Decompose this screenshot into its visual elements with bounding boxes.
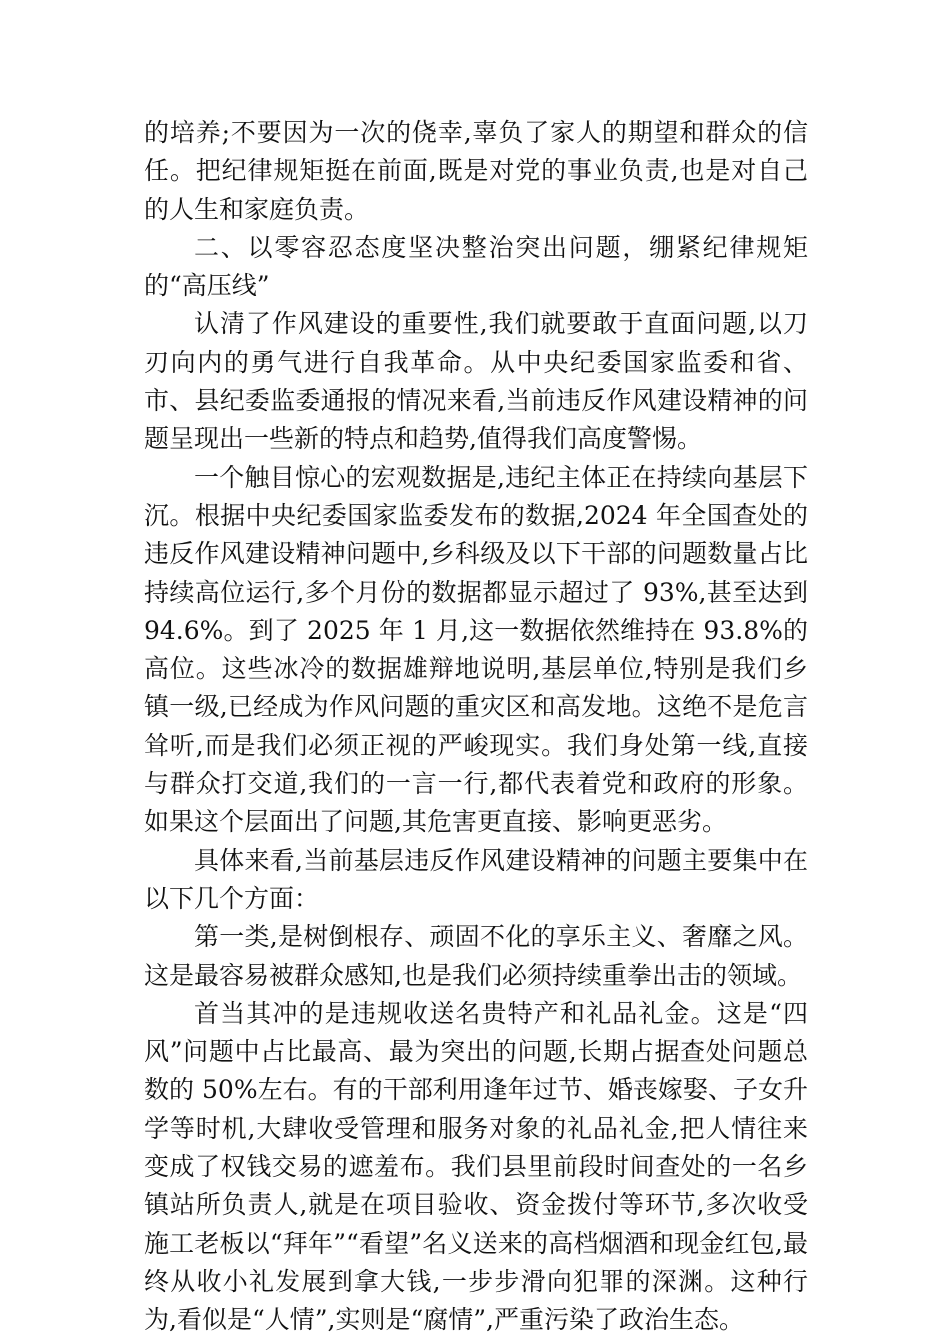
paragraph: 第一类,是树倒根存、顽固不化的享乐主义、奢靡之风。这是最容易被群众感知,也是我们必须持续重拳出击的领域。 — [144, 922, 808, 990]
paragraph: 一个触目惊心的宏观数据是,违纪主体正在持续向基层下沉。根据中央纪委国家监委发布的数据,2024 年全国查处的违反作风建设精神问题中,乡科级及以下干部的问题数量占比持续高位运行,多个月份的数据都显示超过了 93%,甚至达到 94.6%。到了 2025 年 1 月,这一数据依然维持在 93.8%的高位。这些冰冷的数据雄辩地说明,基层单位,特别是我们乡镇一级,已经成为作风问题的重灾区和高发地。这绝不是危言耸听,而是我们必须正视的严峻现实。我们身处第一线,直接与群众打交道,我们的一言一行,都代表着党和政府的形象。如果这个层面出了问题,其危害更直接、影响更恶劣。 — [144, 462, 808, 837]
section-heading: 二、以零容忍态度坚决整治突出问题，绷紧纪律规矩的“高压线” — [144, 232, 808, 301]
paragraph: 具体来看,当前基层违反作风建设精神的问题主要集中在以下几个方面： — [144, 845, 808, 913]
paragraph: 认清了作风建设的重要性,我们就要敢于直面问题,以刀刃向内的勇气进行自我革命。从中央纪委国家监委和省、市、县纪委监委通报的情况来看,当前违反作风建设精神的问题呈现出一些新的特点和趋势,值得我们高度警惕。 — [144, 309, 808, 454]
document-page — [144, 114, 808, 1340]
paragraph-continuation: 的培养;不要因为一次的侥幸,辜负了家人的期望和群众的信任。把纪律规矩挺在前面,既是对党的事业负责,也是对自己的人生和家庭负责。 — [144, 118, 808, 224]
paragraph: 首当其冲的是违规收送名贵特产和礼品礼金。这是“四风”问题中占比最高、最为突出的问题,长期占据查处问题总数的 50%左右。有的干部利用逢年过节、婚丧嫁娶、子女升学等时机,大肆收受管理和服务对象的礼品礼金,把人情往来变成了权钱交易的遮羞布。我们县里前段时间查处的一名乡镇站所负责人,就是在项目验收、资金拨付等环节,多次收受施工老板以“拜年”“看望”名义送来的高档烟酒和现金红包,最终从收小礼发展到拿大钱,一步步滑向犯罪的深渊。这种行为,看似是“人情”,实则是“腐情”,严重污染了政治生态。 — [144, 998, 808, 1335]
